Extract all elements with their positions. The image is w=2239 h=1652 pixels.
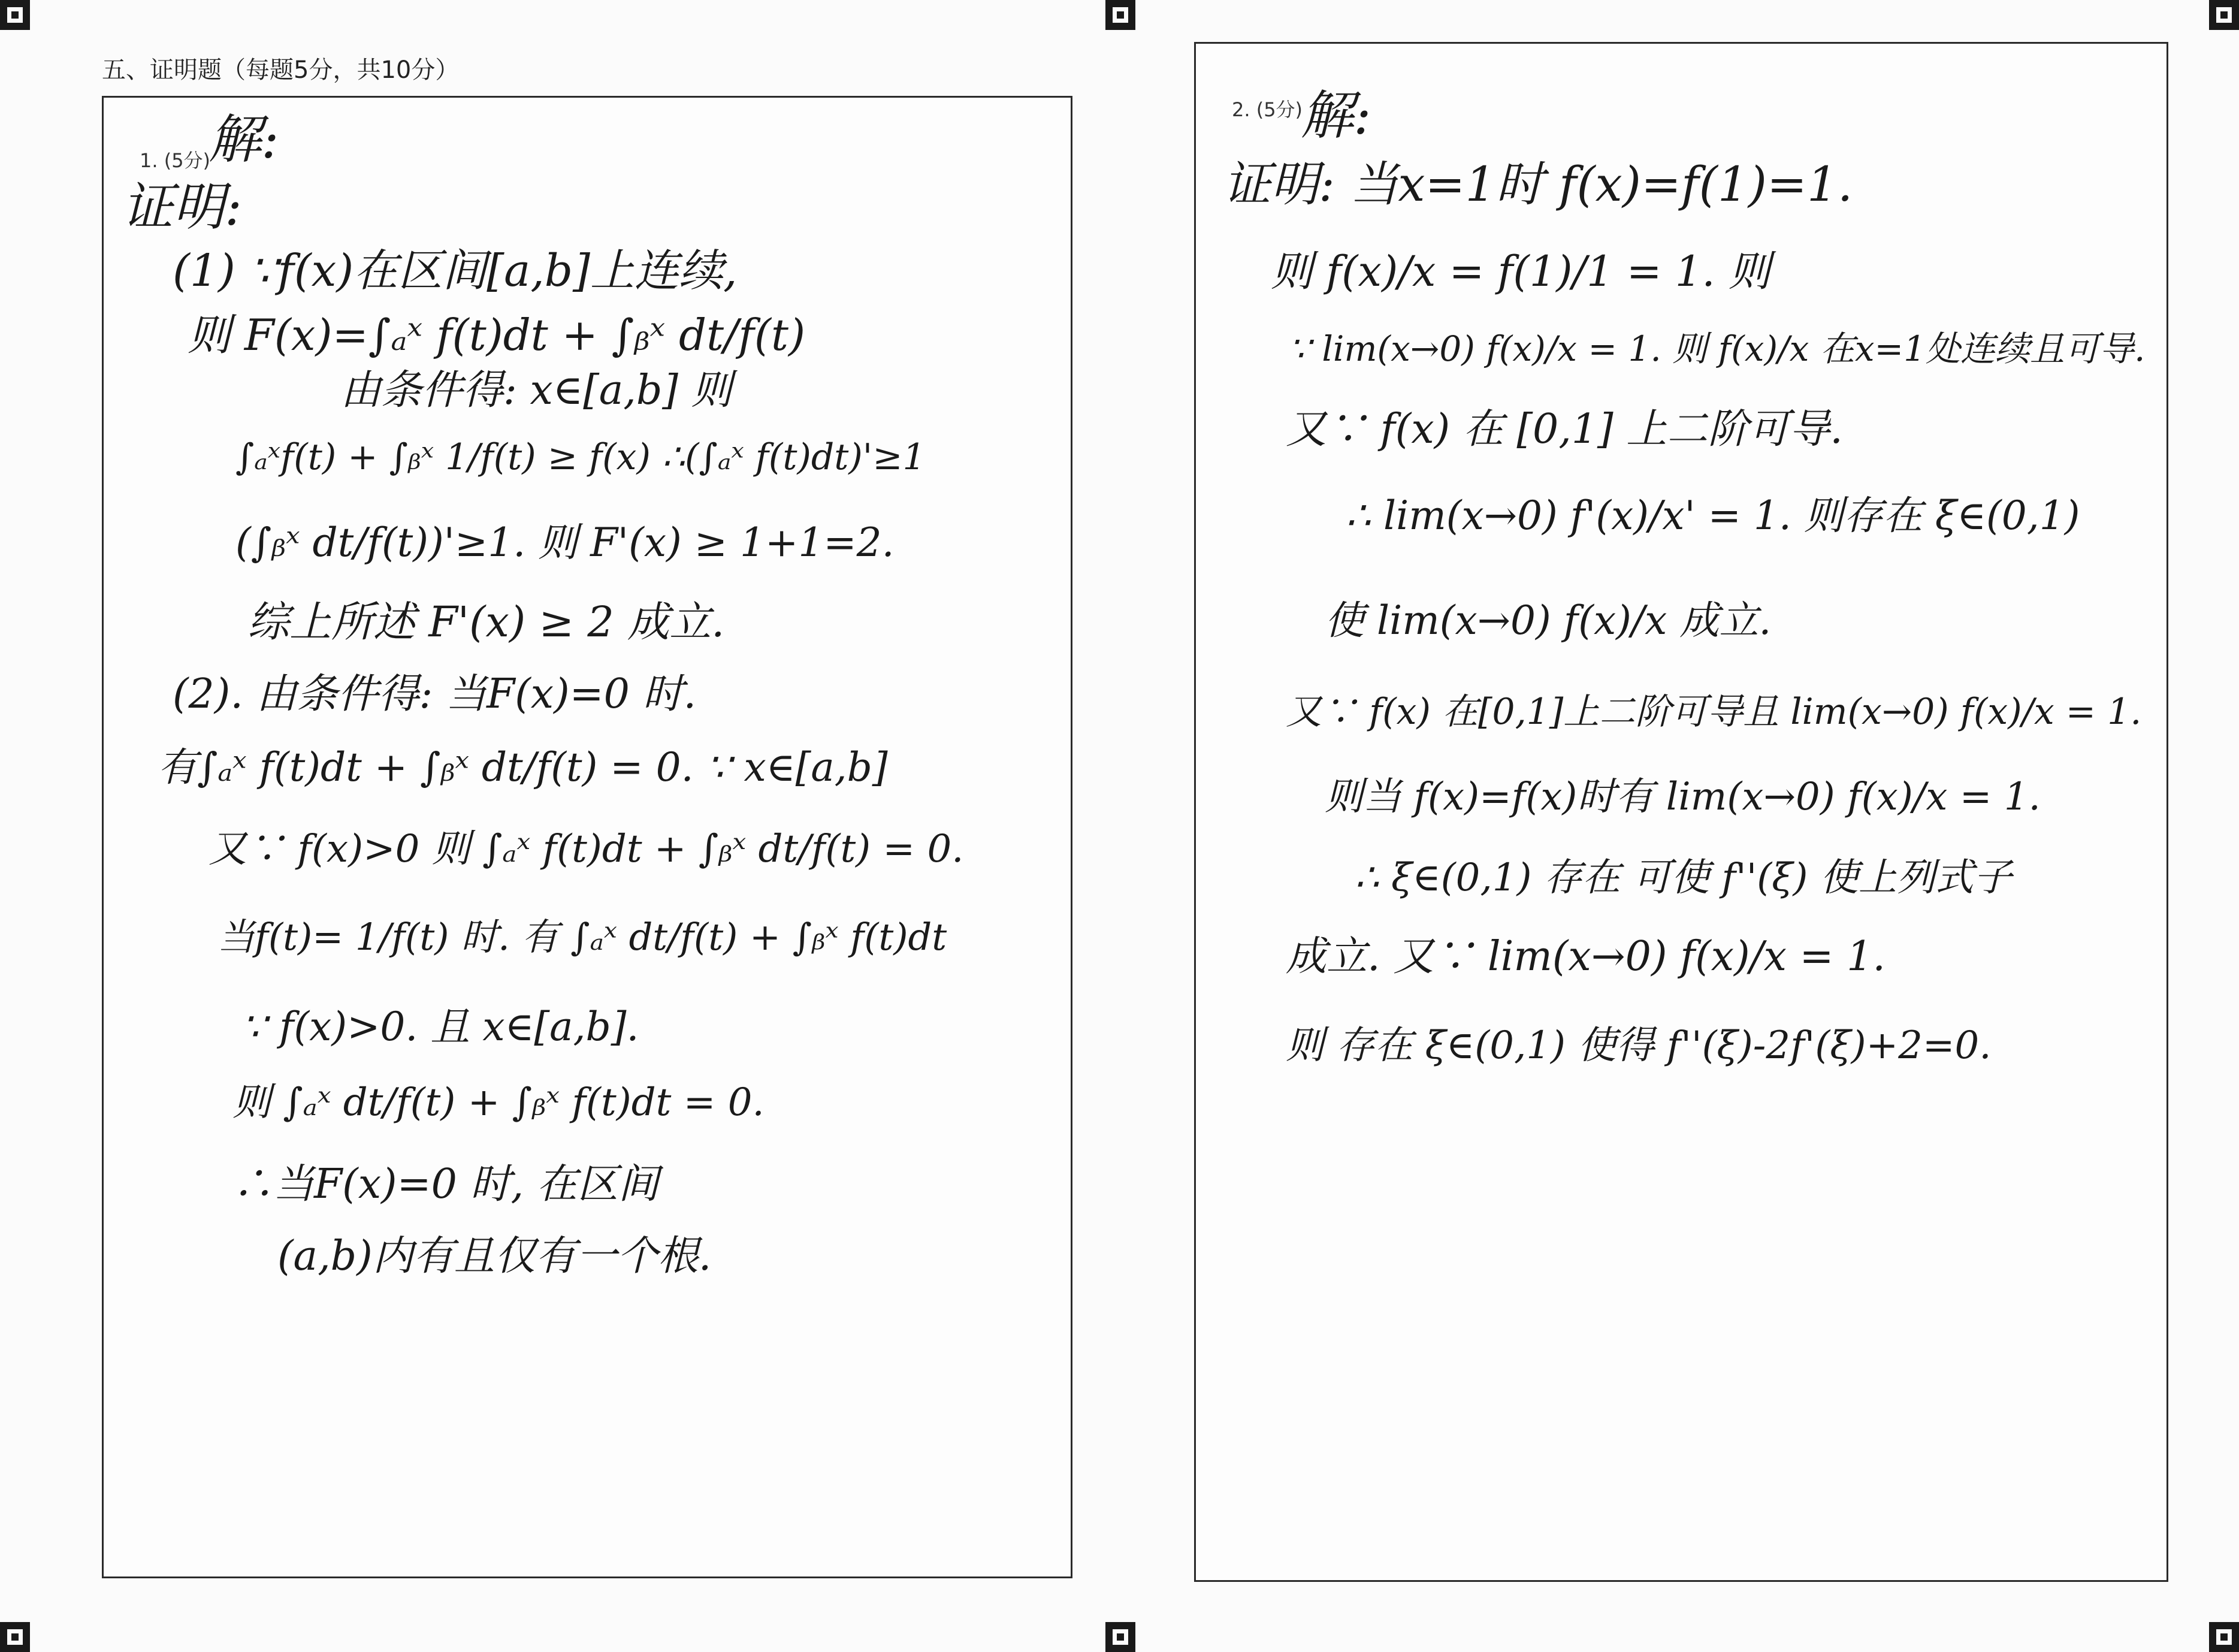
q2-line-10: 则 存在 ξ∈(0,1) 使得 f''(ξ)-2f'(ξ)+2=0. (1286, 1023, 1992, 1068)
question-1-label: 1. (5分) (140, 149, 211, 172)
q2-line-0: 证明: 当x=1时 f(x)=f(1)=1. (1223, 156, 1853, 212)
q2-line-3: 又∵ f(x) 在 [0,1] 上二阶可导. (1286, 406, 1843, 453)
q2-line-7: 则当 f(x)=f(x)时有 lim(x→0) f(x)/x = 1. (1325, 775, 2041, 819)
q1-line-14: (a,b)内有且仅有一个根. (277, 1233, 712, 1280)
q1-line-13: ∴当F(x)=0 时, 在区间 (232, 1161, 659, 1208)
q1-line-9: 又∵ f(x)>0 则 ∫ₐˣ f(t)dt + ∫ᵦˣ dt/f(t) = 0. (209, 827, 964, 871)
question-2-label: 2. (5分) (1232, 98, 1303, 121)
registration-marker-bottom-left (0, 1622, 30, 1652)
q1-line-2: 则 F(x)=∫ₐˣ f(t)dt + ∫ᵦˣ dt/f(t) (188, 310, 806, 360)
q2-line-9: 成立. 又∵ lim(x→0) f(x)/x = 1. (1286, 933, 1886, 980)
section-title: 五、证明题（每题5分，共10分） (102, 56, 460, 84)
q1-line-0: 证明: (122, 177, 242, 237)
question-1-jie: 解: (209, 108, 279, 170)
q1-line-7: (2). 由条件得: 当F(x)=0 时. (173, 671, 697, 718)
registration-marker-top-right (2209, 0, 2239, 30)
q2-line-5: 使 lim(x→0) f(x)/x 成立. (1325, 597, 1772, 644)
q1-line-11: ∵ f(x)>0. 且 x∈[a,b]. (241, 1004, 639, 1050)
answer-box-question-1 (102, 96, 1072, 1578)
q1-line-8: 有∫ₐˣ f(t)dt + ∫ᵦˣ dt/f(t) = 0. ∵ x∈[a,b] (158, 744, 888, 790)
q2-line-6: 又∵ f(x) 在[0,1]上二阶可导且 lim(x→0) f(x)/x = 1. (1286, 691, 2142, 733)
q1-line-1: (1) ∵f(x)在区间[a,b]上连续, (173, 245, 738, 297)
registration-marker-bottom-right (2209, 1622, 2239, 1652)
q2-line-8: ∴ ξ∈(0,1) 存在 可使 f''(ξ) 使上列式子 (1355, 856, 2012, 900)
q1-line-4: ∫ₐˣf(t) + ∫ᵦˣ 1/f(t) ≥ f(x) ∴(∫ₐˣ f(t)dt)'≥1 (235, 436, 926, 478)
q1-line-3: 由条件得: x∈[a,b] 则 (340, 367, 732, 414)
q1-line-10: 当f(t)= 1/f(t) 时. 有 ∫ₐˣ dt/f(t) + ∫ᵦˣ f(t)dt (217, 915, 947, 959)
q1-line-6: 综上所述 F'(x) ≥ 2 成立. (247, 597, 725, 647)
registration-marker-top-left (0, 0, 30, 30)
q2-line-1: 则 f(x)/x = f(1)/1 = 1. 则 (1271, 247, 1770, 296)
q2-line-2: ∵ lim(x→0) f(x)/x = 1. 则 f(x)/x 在x=1处连续且可导. (1289, 328, 2146, 369)
answer-box-question-2 (1194, 42, 2168, 1582)
registration-marker-bottom-center (1105, 1622, 1135, 1652)
question-2-jie: 解: (1301, 84, 1371, 146)
registration-marker-top-center (1105, 0, 1135, 30)
q2-line-4: ∴ lim(x→0) f'(x)/x' = 1. 则存在 ξ∈(0,1) (1346, 493, 2080, 539)
q1-line-5: (∫ᵦˣ dt/f(t))'≥1. 则 F'(x) ≥ 1+1=2. (235, 520, 895, 566)
q1-line-12: 则 ∫ₐˣ dt/f(t) + ∫ᵦˣ f(t)dt = 0. (232, 1080, 765, 1125)
